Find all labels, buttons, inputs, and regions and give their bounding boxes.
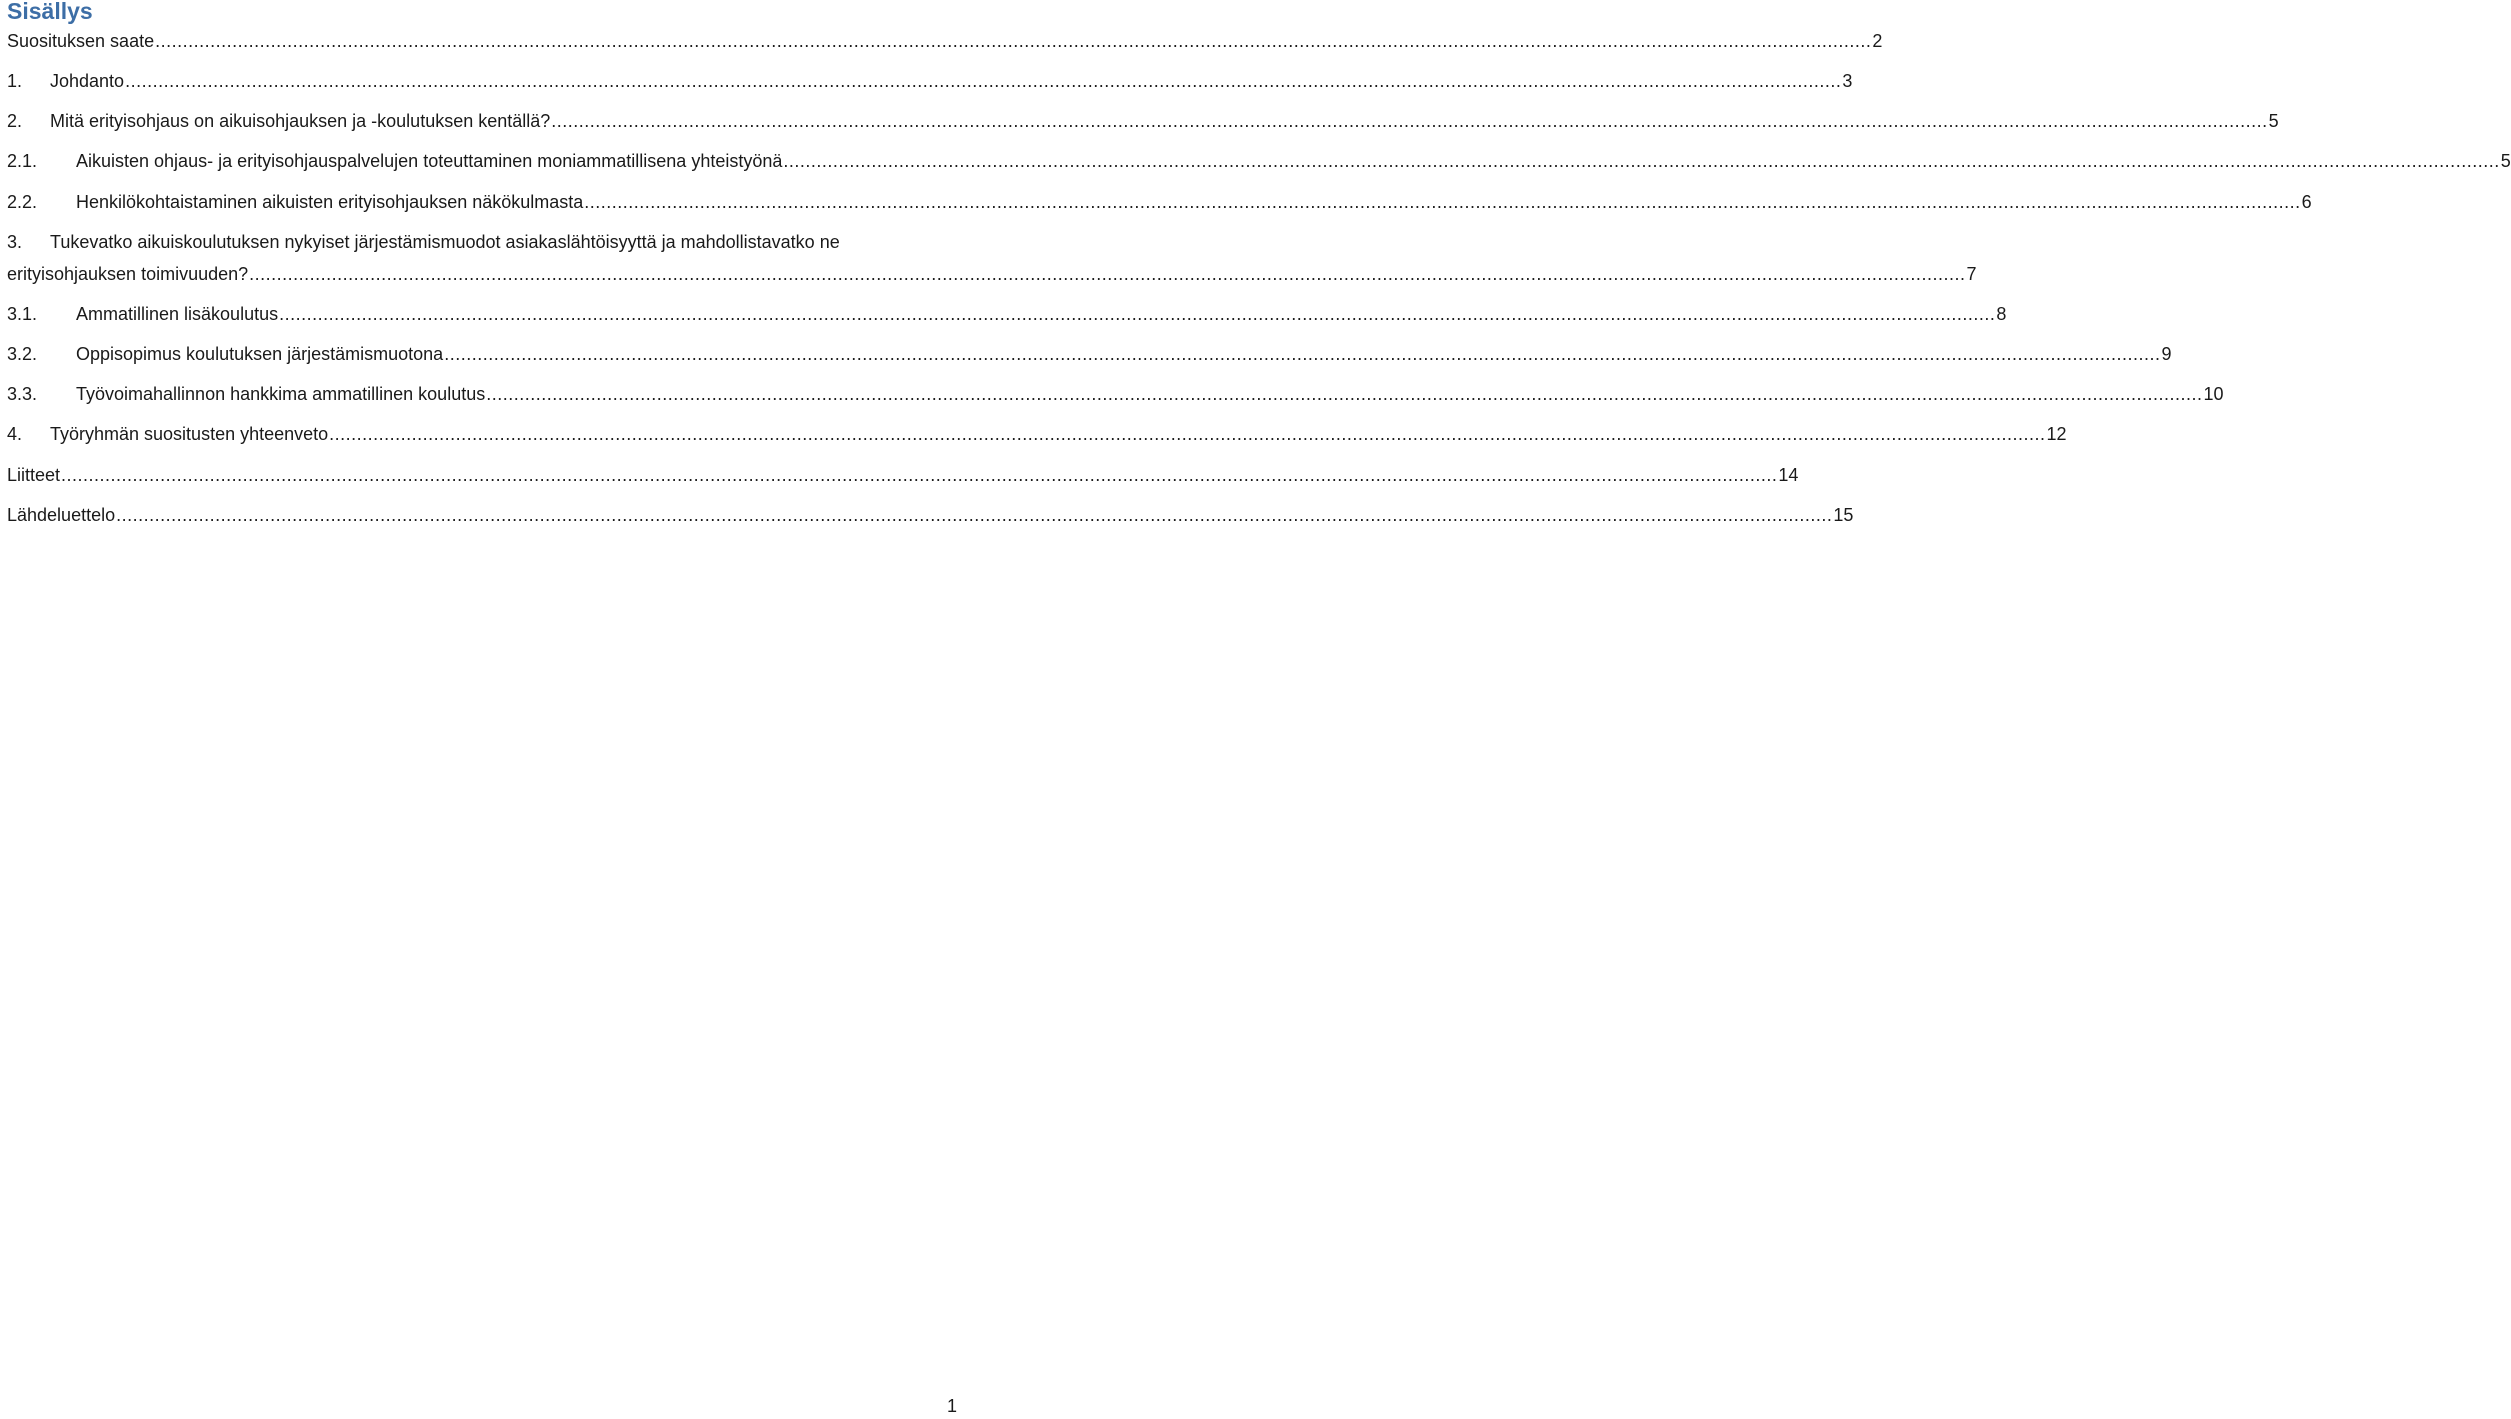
toc-entry-page: 9 xyxy=(2161,344,2172,364)
toc-entry-page: 10 xyxy=(2203,384,2224,404)
toc-entry-page: 2 xyxy=(1872,31,1883,51)
toc-leader-dots xyxy=(61,463,1777,487)
toc-entry-jarjestamismuodot-continued[interactable] xyxy=(7,262,1977,286)
toc-entry-number: 3.3. xyxy=(7,384,38,404)
toc-entry-number: 3. xyxy=(7,232,23,252)
toc-entry-page: 8 xyxy=(1996,304,2007,324)
toc-entry-yhteenveto[interactable] xyxy=(7,422,2067,446)
footer-page-number: 1 xyxy=(946,1396,957,1416)
toc-entry-title: Liitteet xyxy=(7,465,61,485)
toc-entry-lahdeluettelo[interactable] xyxy=(7,503,1854,527)
toc-leader-dots xyxy=(444,342,2160,366)
toc-leader-dots xyxy=(125,69,1841,93)
toc-heading: Sisällys xyxy=(7,0,93,24)
toc-entry-page: 3 xyxy=(1842,71,1853,91)
toc-entry-liitteet[interactable] xyxy=(7,463,1799,487)
toc-entry-title: Aikuisten ohjaus- ja erityisohjauspalvelujen toteuttaminen moniammatillisena yhteistyönä xyxy=(76,151,783,171)
toc-leader-dots xyxy=(279,302,1995,326)
toc-entry-page: 5 xyxy=(2268,111,2279,131)
toc-entry-title: Henkilökohtaistaminen aikuisten erityisohjauksen näkökulmasta xyxy=(76,192,584,212)
toc-entry-title: Ammatillinen lisäkoulutus xyxy=(76,304,279,324)
toc-leader-dots xyxy=(116,503,1832,527)
toc-entry-number: 2.2. xyxy=(7,192,38,212)
toc-entry-oppisopimus[interactable] xyxy=(7,342,2172,366)
toc-entry-page: 5 xyxy=(2500,151,2511,171)
toc-entry-title: Suosituksen saate xyxy=(7,31,155,51)
toc-entry-number: 2. xyxy=(7,111,23,131)
toc-entry-title: Lähdeluettelo xyxy=(7,505,116,525)
toc-leader-dots xyxy=(329,422,2045,446)
toc-entry-number: 3.2. xyxy=(7,344,38,364)
toc-entry-page: 7 xyxy=(1966,264,1977,284)
toc-entry-johdanto[interactable] xyxy=(7,69,1853,93)
toc-leader-dots xyxy=(584,190,2300,214)
toc-entry-title: Työvoimahallinnon hankkima ammatillinen koulutus xyxy=(76,384,486,404)
toc-entry-mita-erityisohjaus[interactable] xyxy=(7,109,2279,133)
toc-entry-title: Työryhmän suositusten yhteenveto xyxy=(50,424,329,444)
toc-entry-moniammatillinen-yhteistyo[interactable] xyxy=(7,149,2511,173)
toc-entry-page: 14 xyxy=(1778,465,1799,485)
toc-entry-page: 6 xyxy=(2301,192,2312,212)
toc-entry-number: 3.1. xyxy=(7,304,38,324)
toc-entry-number: 1. xyxy=(7,71,23,91)
toc-leader-dots xyxy=(551,109,2267,133)
toc-leader-dots xyxy=(783,149,2499,173)
toc-entry-title: Mitä erityisohjaus on aikuisohjauksen ja -koulutuksen kentällä? xyxy=(50,111,551,131)
toc-entry-ammatillinen-lisakoulutus[interactable] xyxy=(7,302,2007,326)
toc-leader-dots xyxy=(249,262,1965,286)
toc-entry-title: Johdanto xyxy=(50,71,125,91)
toc-entry-title-line1: Tukevatko aikuiskoulutuksen nykyiset järjestämismuodot asiakaslähtöisyyttä ja mahdollistavatko ne xyxy=(50,232,840,252)
toc-leader-dots xyxy=(486,382,2202,406)
toc-leader-dots xyxy=(155,29,1871,53)
toc-entry-title: Oppisopimus koulutuksen järjestämismuotona xyxy=(76,344,444,364)
toc-entry-page: 12 xyxy=(2046,424,2067,444)
toc-entry-tyovoimahallinto[interactable] xyxy=(7,382,2224,406)
toc-entry-page: 15 xyxy=(1833,505,1854,525)
toc-entry-suosituksen-saate[interactable] xyxy=(7,29,1883,53)
toc-entry-jarjestamismuodot[interactable] xyxy=(7,230,957,254)
toc-entry-number: 4. xyxy=(7,424,23,444)
toc-entry-number: 2.1. xyxy=(7,151,38,171)
toc-entry-henkilokohtaistaminen[interactable] xyxy=(7,190,2312,214)
toc-entry-title-line2: erityisohjauksen toimivuuden? xyxy=(7,264,249,284)
